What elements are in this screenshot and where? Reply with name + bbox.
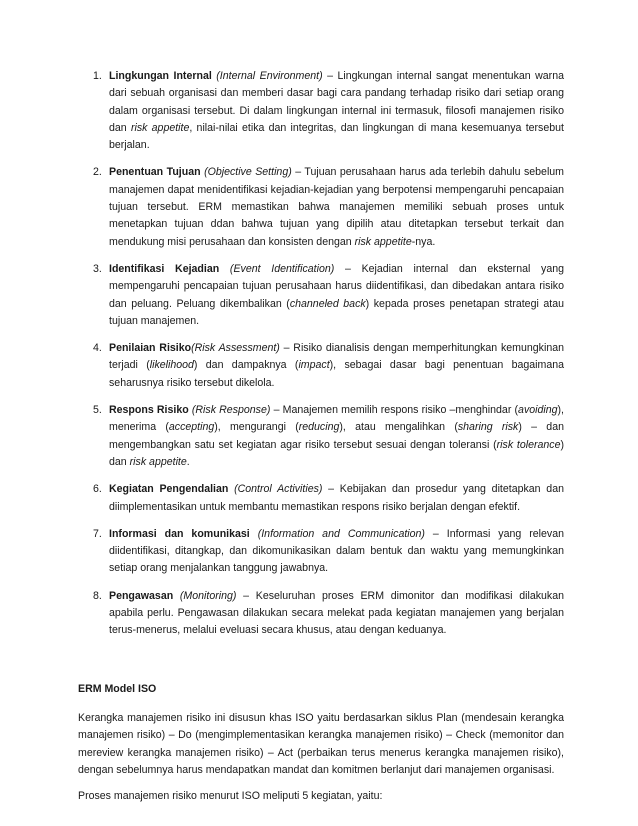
item-text: – Manajemen memilih respons risiko –menghindar (: [273, 404, 519, 417]
list-item: [78, 340, 564, 392]
item-number: 2.: [93, 166, 102, 179]
item-number: 4.: [93, 342, 102, 355]
item-english-term: (Objective Setting): [204, 166, 292, 179]
item-text: .: [186, 455, 190, 468]
erm-component-list: [78, 68, 564, 640]
item-italic-term: risk tolerance: [496, 438, 561, 451]
item-number: 1.: [93, 70, 102, 82]
item-english-term: (Control Activities): [234, 483, 323, 496]
item-text: ), mengurangi (: [214, 421, 299, 434]
item-text: ) kepada proses penetapan strategi atau tujuan manajemen.: [109, 297, 565, 327]
item-number: 3.: [93, 262, 102, 275]
item-italic-term: sharing risk: [457, 421, 519, 434]
item-english-term: (Event Identification): [229, 262, 335, 275]
item-title: Kegiatan Pengendalian: [109, 483, 229, 496]
item-english-term: (Monitoring): [179, 589, 237, 602]
item-number: 6.: [93, 483, 102, 496]
item-italic-term: impact: [298, 359, 330, 372]
item-italic-term: risk appetite: [130, 121, 190, 134]
item-italic-term: likelihood: [149, 359, 194, 372]
body-paragraph: Proses manajemen risiko menurut ISO meliputi 5 kegiatan, yaitu:: [78, 790, 383, 803]
item-text: ), menerima (: [109, 404, 564, 434]
item-english-term: (Information and Communication): [257, 527, 425, 540]
body-paragraph: Kerangka manajemen risiko ini disusun khas ISO yaitu berdasarkan siklus Plan (mendesain kerangka manajemen risiko) – Do (mengimplementasikan kerangka manajemen risiko) – Check (memonitor dan mereview kerangka manajemen risiko) – Act (perbaikan terus menerus kerangka manajemen risiko), dengan sebelumnya harus mendapatkan mandat dan komitmen berlanjut dari manajemen organisasi.: [78, 711, 564, 776]
item-italic-term: risk appetite: [129, 455, 187, 468]
item-english-term: (Risk Assessment): [191, 342, 280, 355]
item-text: – Kebijakan dan prosedur yang ditetapkan dan diimplementasikan untuk membantu memastikan respons risiko berjalan dengan efektif.: [109, 483, 564, 513]
item-text: ) – dan mengembangkan satu set kegiatan agar risiko tersebut sesuai dengan toleransi (: [109, 421, 564, 451]
item-number: 7.: [93, 527, 102, 540]
list-item: [78, 261, 564, 330]
item-italic-term: channeled back: [289, 297, 366, 310]
item-italic-term: risk appetite: [354, 235, 412, 248]
item-english-term: (Internal Environment): [216, 70, 323, 82]
item-number: 5.: [93, 404, 102, 417]
list-item: [78, 588, 564, 640]
item-text: ) dan: [109, 438, 565, 468]
list-item: [78, 164, 564, 250]
item-text: – Risiko dianalisis dengan memperhitungkan kemungkinan terjadi (: [109, 342, 564, 372]
item-number: 8.: [93, 589, 102, 602]
item-title: Identifikasi Kejadian: [109, 262, 220, 275]
list-item: [78, 68, 564, 154]
section-heading: ERM Model ISO: [78, 682, 157, 695]
item-italic-term: accepting: [168, 421, 215, 434]
item-italic-term: reducing: [298, 421, 340, 434]
item-text: – Tujuan perusahaan harus ada terlebih dahulu sebelum manajemen dapat menidentifikasi kejadian-kejadian yang berpotensi mempengaruhi pencapaian tujuan tersebut. ERM memastikan bahwa manajemen memiliki sebuah proses untuk menetapkan tujuan ddan bahwa tujuan yang dipilih atau ditetapkan tersebut terkait dan mendukung misi perusahaan dan konsisten dengan: [109, 166, 565, 248]
item-title: Informasi dan komunikasi: [109, 527, 250, 540]
list-item: [78, 402, 564, 471]
item-title: Lingkungan Internal: [109, 70, 212, 82]
item-text: ), sebagai dasar bagi penentuan bagaimana seharusnya risiko tersebut dikelola.: [109, 359, 564, 389]
list-item: [78, 481, 564, 516]
item-text: ) dan dampaknya (: [193, 359, 299, 372]
item-text: – Keseluruhan proses ERM dimonitor dan modifikasi dilakukan apabila perlu. Pengawasan dilakukan secara melekat pada kegiatan manajemen yang berjalan terus-menerus, melalui eveluasi secara khusus, atau dengan keduanya.: [109, 589, 564, 637]
item-text: -nya.: [411, 235, 436, 248]
item-title: Penentuan Tujuan: [109, 166, 201, 179]
item-english-term: (Risk Response): [191, 404, 271, 417]
item-italic-term: avoiding: [518, 404, 558, 417]
item-text: – Informasi yang relevan diidentifikasi, ditangkap, dan dikomunikasikan dalam bentuk dan waktu yang memungkinkan setiap orang menjalankan tanggung jawabnya.: [109, 527, 564, 575]
item-title: Pengawasan: [109, 589, 174, 602]
item-title: Respons Risiko: [109, 404, 189, 417]
item-text: – Kejadian internal dan eksternal yang mempengaruhi pencapaian tujuan perusahaan harus diidentifikasi, dan dibedakan antara risiko dan peluang. Peluang dikembalikan (: [109, 262, 565, 310]
item-title: Penilaian Risiko: [109, 342, 192, 355]
item-text: – Lingkungan internal sangat menentukan warna dari sebuah organisasi dan memberi dasar bagi cara pandang terhadap risiko dari setiap orang dalam organisasi tersebut. Di dalam lingkungan internal ini termasuk, filosofi manajemen risiko dan: [109, 70, 564, 134]
list-item: [78, 526, 564, 578]
item-text: ), atau mengalihkan (: [339, 421, 458, 434]
item-text: , nilai-nilai etika dan integritas, dan lingkungan di mana kesemuanya tersebut berjalan.: [109, 121, 564, 152]
